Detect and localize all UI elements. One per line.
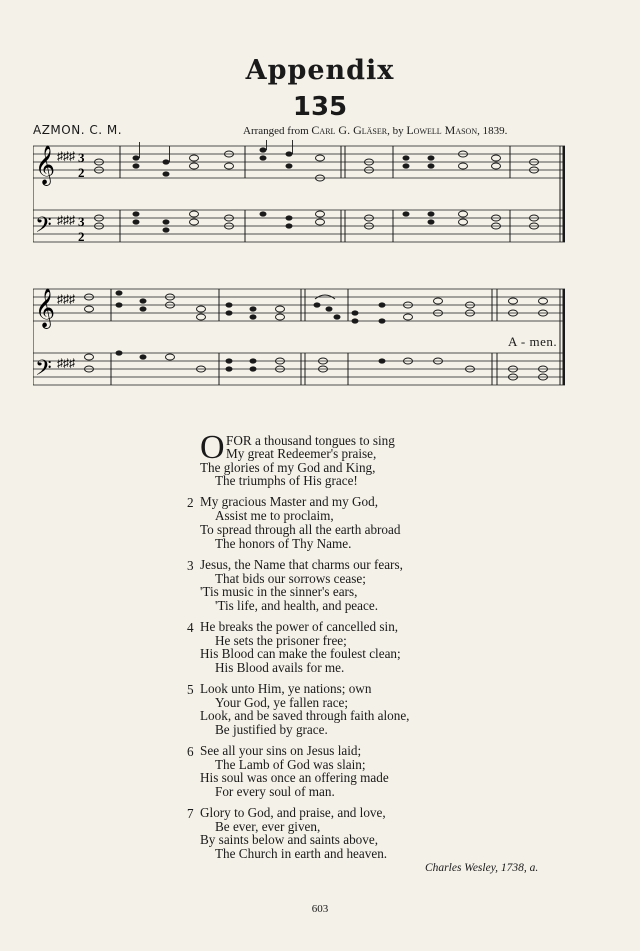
verse-3-line-1: Jesus, the Name that charms our fears, [200, 557, 403, 572]
hymn-number: 135 [292, 92, 348, 122]
verse-2-line-2: Assist me to proclaim, [215, 508, 334, 523]
arranged-year: , 1839. [477, 125, 508, 137]
bass-staff-1 [33, 210, 565, 242]
arranged-prefix: Arranged from [243, 125, 309, 137]
verse-3-line-4: 'Tis life, and health, and peace. [215, 598, 379, 613]
verse-3-line-2: That bids our sorrows cease; [215, 571, 366, 586]
verse-4-line-4: His Blood avails for me. [215, 660, 345, 675]
verse-1-line-3: The glories of my God and King, [200, 460, 376, 475]
treble-staff-2 [33, 289, 565, 321]
amen-lyric: A - men. [508, 334, 558, 349]
verse-5-line-3: Look, and be saved through faith alone, [200, 708, 410, 723]
verse-4-line-1: He breaks the power of cancelled sin, [200, 619, 399, 634]
verse-number: 3 [187, 558, 194, 573]
verse-number: 2 [187, 495, 194, 510]
tune-name: AZMON. C. M. [33, 123, 123, 137]
composer-glaser: Carl G. Gläser [311, 123, 388, 137]
verse-1-line-2: My great Redeemer's praise, [226, 446, 377, 461]
verse-6-line-2: The Lamb of God was slain; [215, 757, 366, 772]
key-signature-bass: ♯♯♯ [57, 356, 75, 370]
svg-text:3: 3 [78, 214, 85, 229]
barlines-2 [111, 289, 564, 385]
verse-2-line-1: My gracious Master and my God, [200, 494, 378, 509]
page-number: 603 [311, 903, 329, 915]
verse-2-line-3: To spread through all the earth abroad [200, 522, 401, 537]
section-title: Appendix [245, 55, 395, 86]
verse-number: 5 [187, 682, 194, 697]
verse-7-line-1: Glory to God, and praise, and love, [200, 805, 386, 820]
author-attribution: Charles Wesley, 1738, a. [425, 862, 539, 874]
bass-clef-icon: 𝄢 [35, 356, 52, 386]
verse-7-line-3: By saints below and saints above, [200, 832, 379, 847]
bass-clef-icon: 𝄢 [35, 213, 52, 243]
arranged-mid: , by [387, 125, 404, 137]
composer-mason: Lowell Mason [406, 123, 478, 137]
verse-1-line-4: The triumphs of His grace! [215, 473, 358, 488]
verse-4-line-2: He sets the prisoner free; [215, 633, 347, 648]
verse-5-line-2: Your God, ye fallen race; [215, 695, 349, 710]
key-signature-bass: ♯♯♯ [57, 213, 75, 227]
verse-5-line-4: Be justified by grace. [215, 722, 328, 737]
treble-clef-icon: 𝄞 [35, 288, 56, 328]
verse-3-line-3: 'Tis music in the sinner's ears, [200, 584, 358, 599]
bass-staff-2 [33, 353, 565, 385]
verse-7-line-2: Be ever, ever given, [215, 819, 321, 834]
barlines-1 [120, 146, 564, 242]
verse-5-line-1: Look unto Him, ye nations; own [200, 681, 372, 696]
treble-clef-icon: 𝄞 [35, 145, 56, 185]
verse-1-line-1: FOR a thousand tongues to sing [226, 433, 395, 448]
verse-4-line-3: His Blood can make the foulest clean; [200, 646, 401, 661]
verse-6-line-4: For every soul of man. [215, 784, 335, 799]
notes-system-2 [85, 290, 548, 380]
verse-6-line-3: His soul was once an offering made [200, 770, 389, 785]
music-system-2 [33, 283, 565, 405]
music-system-1 [33, 140, 565, 262]
dropcap-letter: O [200, 429, 225, 466]
treble-staff-1 [33, 146, 565, 178]
verse-number: 4 [187, 620, 194, 635]
svg-text:2: 2 [78, 165, 85, 180]
svg-text:3: 3 [78, 150, 85, 165]
verse-number: 6 [187, 744, 194, 759]
svg-text:2: 2 [78, 229, 85, 244]
verse-7-line-4: The Church in earth and heaven. [215, 846, 388, 861]
key-signature-treble: ♯♯♯ [57, 292, 75, 306]
verse-number: 7 [187, 806, 194, 821]
key-signature-treble: ♯♯♯ [57, 149, 75, 163]
verse-2-line-4: The honors of Thy Name. [215, 536, 352, 551]
verse-6-line-1: See all your sins on Jesus laid; [200, 743, 362, 758]
arrangement-credit [243, 123, 507, 138]
